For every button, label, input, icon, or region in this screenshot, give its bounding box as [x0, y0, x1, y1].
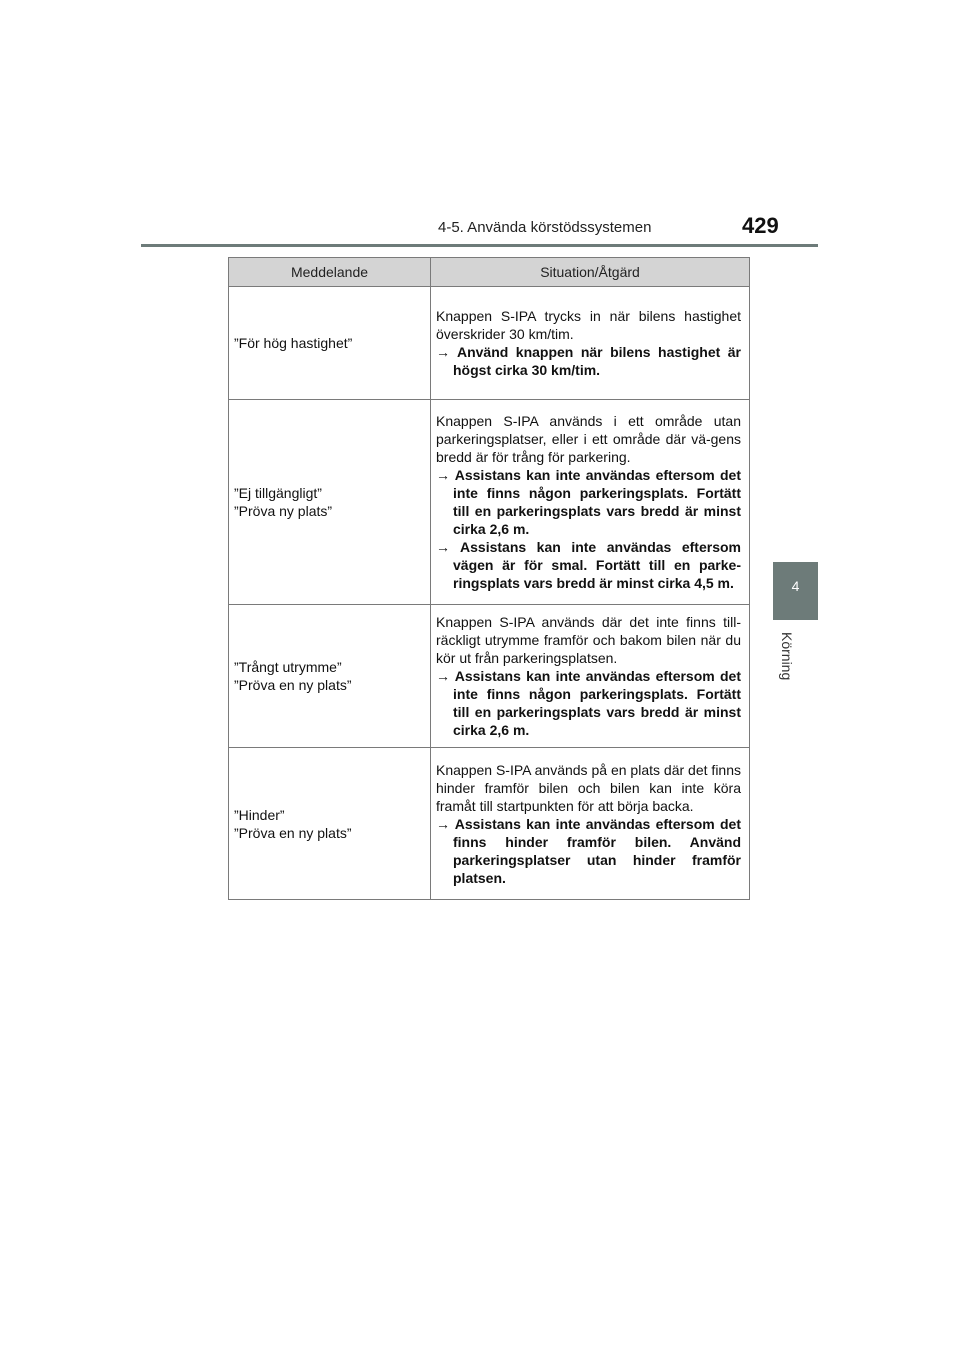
column-header-situation: Situation/Åtgärd	[431, 258, 750, 287]
message-cell	[229, 605, 431, 748]
situation-cell	[431, 605, 750, 748]
chapter-label: Körning	[779, 632, 795, 681]
message-text: ”För hög hastighet”	[234, 335, 353, 351]
chapter-number: 4	[791, 578, 800, 594]
table-row	[229, 287, 750, 400]
table-header-row	[229, 258, 750, 287]
message-text: ”Ej tillgängligt”	[234, 485, 322, 501]
message-text: ”Pröva en ny plats”	[234, 677, 352, 693]
chapter-label-container	[780, 632, 810, 692]
header-rule	[141, 244, 818, 247]
section-title: 4-5. Använda körstödssystemen	[438, 219, 652, 236]
message-text: ”Pröva ny plats”	[234, 503, 333, 519]
action-step: → Assistans kan inte användas eftersom det finns hinder framför bilen. Använd parkeringsplatser utan hinder framför platsen.	[436, 815, 741, 886]
chapter-tab	[773, 562, 818, 620]
message-table	[228, 257, 750, 900]
action-step: → Assistans kan inte användas eftersom det inte finns någon parkeringsplats. Fortätt till en parkeringsplats vars bredd är minst cirka 2,6 m.	[436, 668, 741, 738]
table-row	[229, 400, 750, 605]
action-step: → Använd knappen när bilens hastighet är högst cirka 30 km/tim.	[436, 344, 741, 378]
message-cell	[229, 287, 431, 400]
situation-cell	[431, 400, 750, 605]
situation-description: Knappen S-IPA används på en plats där det finns hinder framför bilen och bilen kan inte köra framåt till startpunkten för att börja backa.	[436, 761, 741, 814]
message-text: ”Trångt utrymme”	[234, 659, 342, 675]
page-number: 429	[742, 213, 779, 238]
column-header-message: Meddelande	[229, 258, 431, 287]
situation-description: Knappen S-IPA trycks in när bilens hastighet överskrider 30 km/tim.	[436, 308, 741, 342]
action-step: → Assistans kan inte användas eftersom det inte finns någon parkeringsplats. Fortätt till en parkeringsplats vars bredd är minst cirka 2,6 m.	[436, 467, 741, 537]
situation-cell	[431, 748, 750, 900]
table-row	[229, 605, 750, 748]
message-text: ”Hinder”	[234, 806, 285, 823]
message-cell	[229, 748, 431, 900]
table-row	[229, 748, 750, 900]
action-step: → Assistans kan inte användas eftersom vägen är för smal. Fortätt till en parke-ringsplats vars bredd är minst cirka 4,5 m.	[436, 539, 741, 591]
situation-description: Knappen S-IPA används där det inte finns till-räckligt utrymme framför och bakom bilen när du kör ut från parkeringsplatsen.	[436, 614, 741, 666]
message-cell	[229, 400, 431, 605]
message-text: ”Pröva en ny plats”	[234, 824, 352, 841]
situation-cell	[431, 287, 750, 400]
situation-description: Knappen S-IPA används i ett område utan parkeringsplatser, eller i ett område där vä-gens bredd är för trång för parkering.	[436, 413, 741, 465]
